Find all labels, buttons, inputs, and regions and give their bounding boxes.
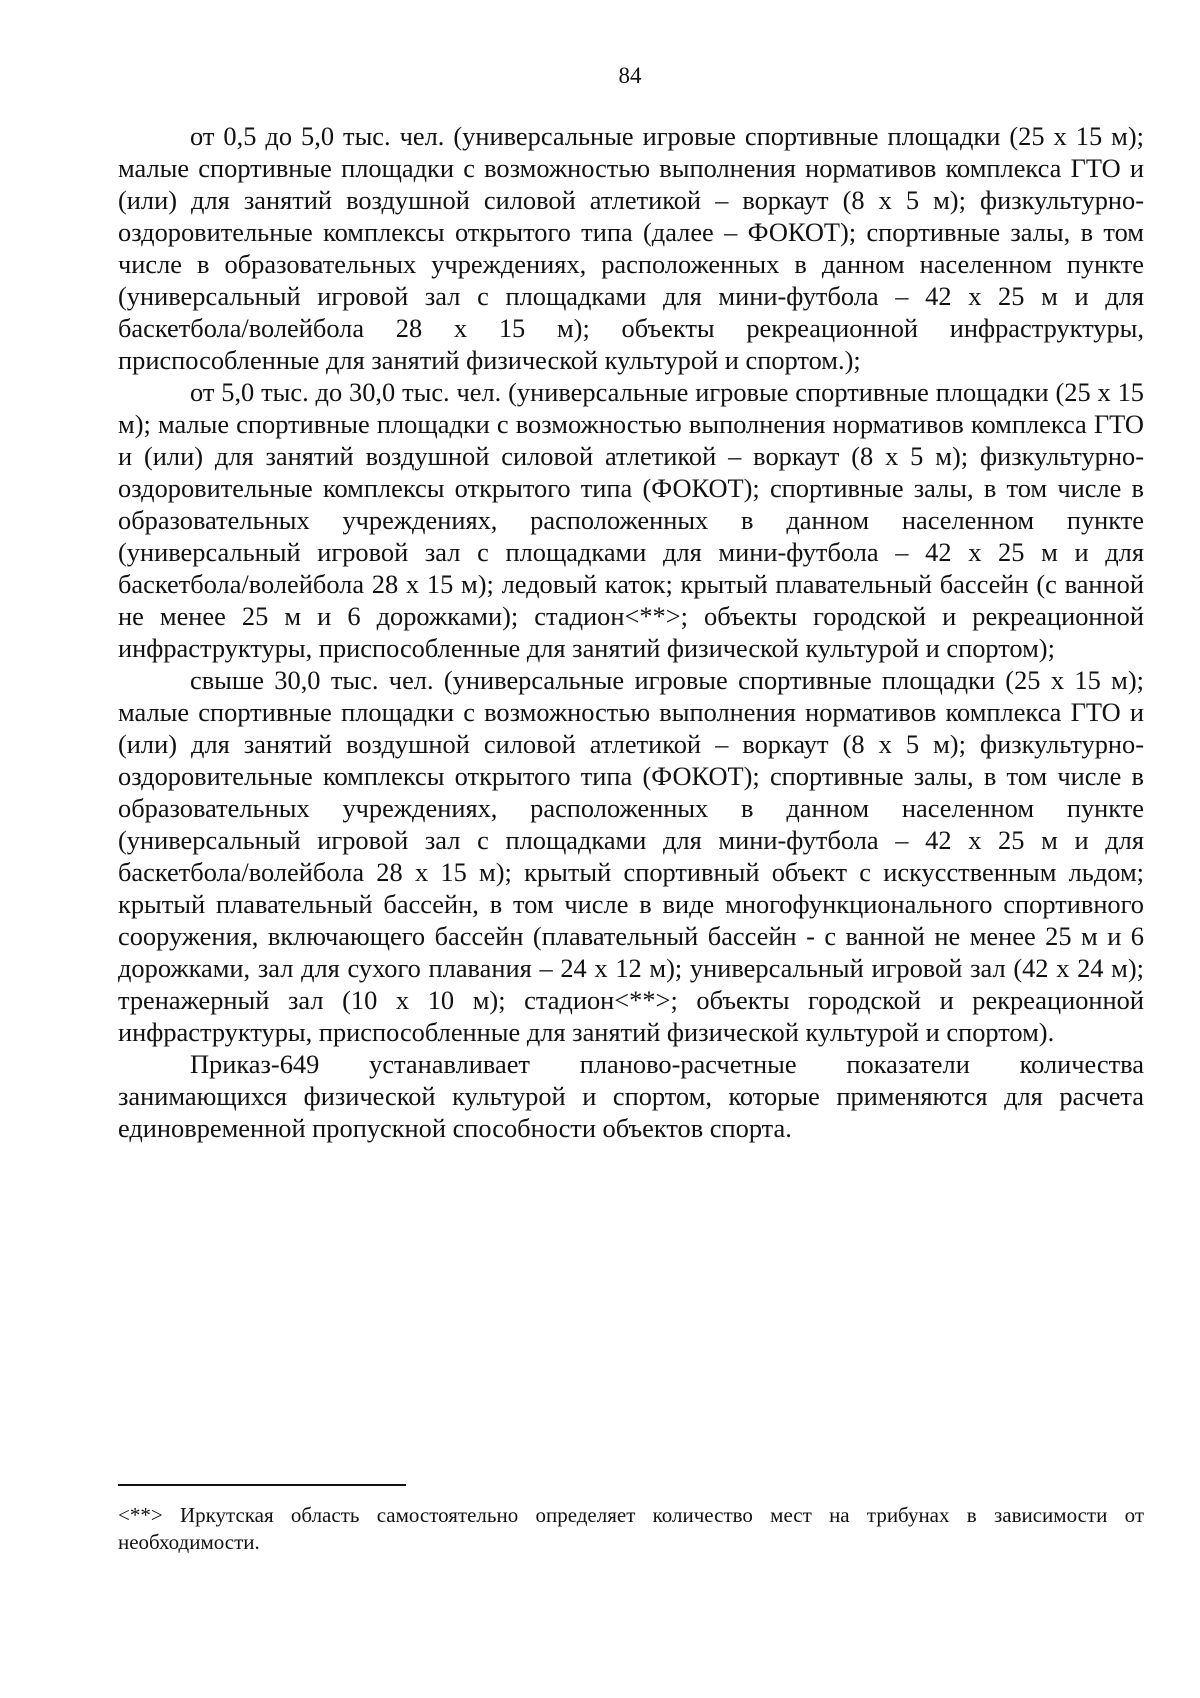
paragraph-0-5-to-5-0-thousand: от 0,5 до 5,0 тыс. чел. (универсальные игровые спортивные площадки (25 х 15 м); малые спортивные площадки с возможностью выполнения нормативов комплекса ГТО и (или) для занятий воздушной силовой атлетикой – воркаут (8 х 5 м); физкультурно-оздоровительные комплексы открытого типа (далее – ФОКОТ); спортивные залы, в том числе в образовательных учреждениях, расположенных в данном населенном пункте (универсальный игровой зал с площадками для мини-футбола – 42 х 25 м и для баскетбола/волейбола 28 х 15 м); объекты рекреационной инфраструктуры, приспособленные для занятий физической культурой и спортом.); — [118, 121, 1144, 375]
footnote-divider — [118, 1484, 406, 1486]
paragraph-over-30-0-thousand: свыше 30,0 тыс. чел. (универсальные игровые спортивные площадки (25 х 15 м); малые спортивные площадки с возможностью выполнения нормативов комплекса ГТО и (или) для занятий воздушной силовой атлетикой – воркаут (8 х 5 м); физкультурно-оздоровительные комплексы открытого типа (ФОКОТ); спортивные залы, в том числе в образовательных учреждениях, расположенных в данном населенном пункте (универсальный игровой зал с площадками для мини-футбола – 42 х 25 м и для баскетбола/волейбола 28 х 15 м); крытый спортивный объект с искусственным льдом; крытый плавательный бассейн, в том числе в виде многофункционального спортивного сооружения, включающего бассейн (плавательный бассейн - с ванной не менее 25 м и 6 дорожками, зал для сухого плавания – 24 х 12 м); универсальный игровой зал (42 х 24 м); тренажерный зал (10 х 10 м); стадион<**>; объекты городской и рекреационной инфраструктуры, приспособленные для занятий физической культурой и спортом). — [118, 665, 1144, 1047]
paragraph-5-0-to-30-0-thousand: от 5,0 тыс. до 30,0 тыс. чел. (универсальные игровые спортивные площадки (25 х 15 м); малые спортивные площадки с возможностью выполнения нормативов комплекса ГТО и (или) для занятий воздушной силовой атлетикой – воркаут (8 х 5 м); физкультурно-оздоровительные комплексы открытого типа (ФОКОТ); спортивные залы, в том числе в образовательных учреждениях, расположенных в данном населенном пункте (универсальный игровой зал с площадками для мини-футбола – 42 х 25 м и для баскетбола/волейбола 28 х 15 м); ледовый каток; крытый плавательный бассейн (с ванной не менее 25 м и 6 дорожками); стадион<**>; объекты городской и рекреационной инфраструктуры, приспособленные для занятий физической культурой и спортом); — [118, 377, 1144, 663]
footnote: <**> Иркутская область самостоятельно определяет количество мест на трибунах в зависимости от необходимости. — [118, 1503, 1144, 1554]
page-number: 84 — [618, 63, 642, 88]
paragraph-order-649: Приказ-649 устанавливает планово-расчетные показатели количества занимающихся физической культурой и спортом, которые применяются для расчета единовременной пропускной способности объектов спорта. — [118, 1049, 1144, 1143]
body-text — [118, 120, 1144, 1144]
